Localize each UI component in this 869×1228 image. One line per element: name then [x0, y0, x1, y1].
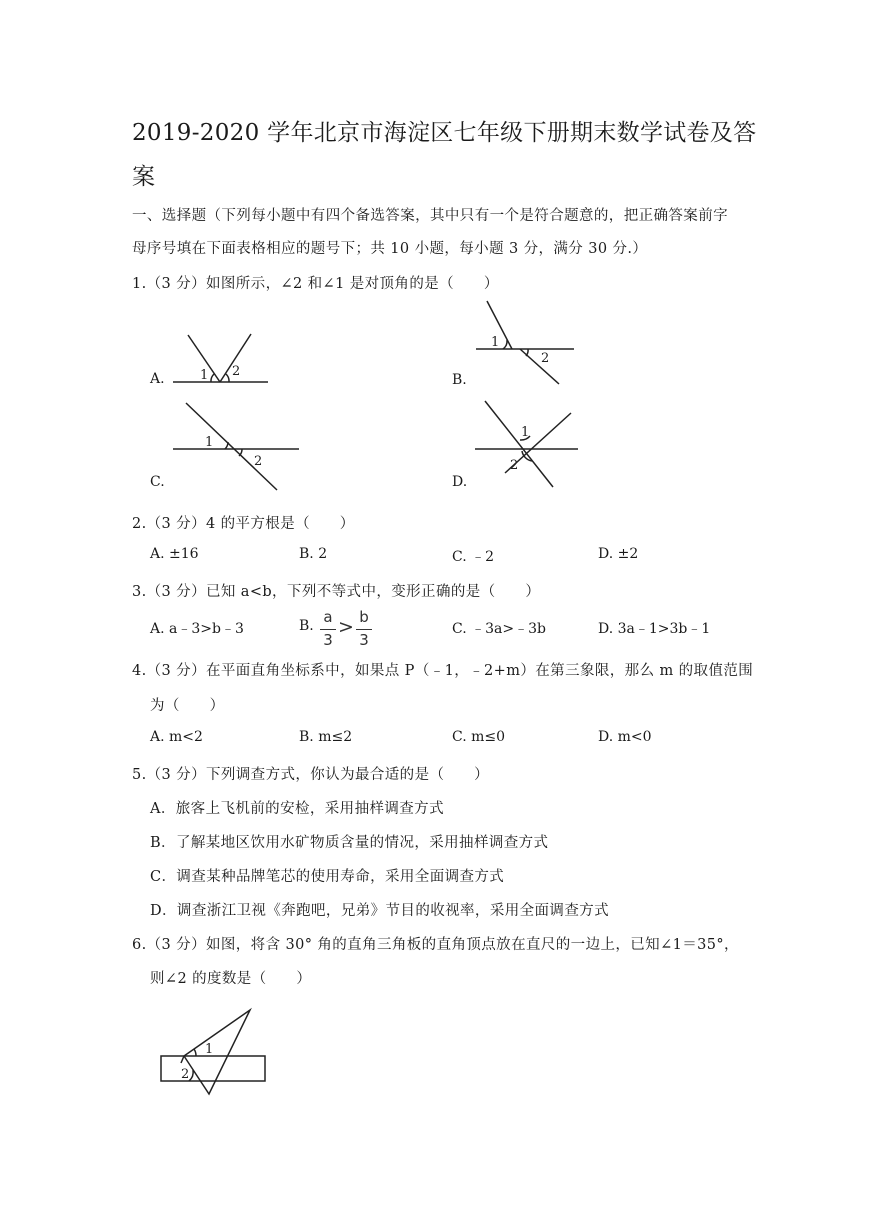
q1d-angle-2-mark: 2 — [510, 458, 519, 473]
q1b-angle-1-mark: 1 — [491, 335, 500, 350]
q3b-numerator-a: a — [323, 608, 333, 626]
q4-option-c: C. m≤0 — [452, 729, 506, 745]
q5-option-a: A．旅客上飞机前的安检，采用抽样调查方式 — [150, 801, 444, 817]
q3-option-a: A. a﹣3>b﹣3 — [150, 621, 244, 637]
q2-option-b: B. 2 — [299, 546, 328, 562]
q1-option-b-label: B. — [452, 372, 467, 388]
q5-option-c: C．调查某种品牌笔芯的使用寿命，采用全面调查方式 — [150, 869, 505, 885]
question-4-stem-line-2: 为（ ） — [150, 698, 225, 714]
document-title-line-1: 2019-2020 学年北京市海淀区七年级下册期末数学试卷及答 — [132, 120, 757, 146]
section-heading-line-1: 一、选择题（下列每小题中有四个备选答案，其中只有一个是符合题意的，把正确答案前字 — [132, 208, 728, 224]
section-heading-line-2: 母序号填在下面表格相应的题号下；共 10 小题，每小题 3 分，满分 30 分.） — [132, 241, 648, 257]
q4-option-b: B. m≤2 — [299, 729, 353, 745]
document-title-line-2: 案 — [132, 164, 156, 190]
q1d-angle-1-mark: 1 — [521, 425, 530, 440]
q4-option-d: D. m<0 — [598, 729, 652, 745]
question-4-stem-line-1: 4.（3 分）在平面直角坐标系中，如果点 P（﹣1，﹣2+m）在第三象限，那么 m 的取值范围 — [132, 663, 754, 679]
q2-option-a: A. ±16 — [150, 546, 199, 562]
q3-option-b-label: B. — [299, 618, 314, 634]
q5-option-d: D．调查浙江卫视《奔跑吧，兄弟》节目的收视率，采用全面调查方式 — [150, 903, 610, 919]
q1-option-d-label: D. — [452, 474, 468, 490]
q6-ruler — [161, 1056, 265, 1081]
q5-option-b: B．了解某地区饮用水矿物质含量的情况，采用抽样调查方式 — [150, 835, 549, 851]
q3b-denominator-2: 3 — [359, 631, 369, 649]
q1-option-a-label: A. — [150, 371, 165, 387]
question-6-stem-line-1: 6.（3 分）如图，将含 30° 角的直角三角板的直角顶点放在直尺的一边上，已知∠1＝35°， — [132, 937, 739, 953]
q6-angle-1-mark: 1 — [205, 1042, 214, 1057]
q3b-denominator-1: 3 — [323, 631, 333, 649]
q1a-angle-1-mark: 1 — [200, 368, 209, 383]
question-1-stem: 1.（3 分）如图所示，∠2 和∠1 是对顶角的是（ ） — [132, 276, 499, 292]
q1b-angle-2-mark: 2 — [541, 351, 550, 366]
q2-option-d: D. ±2 — [598, 546, 639, 562]
question-5-stem: 5.（3 分）下列调查方式，你认为最合适的是（ ） — [132, 767, 490, 783]
q3-option-c: C. ﹣3a>﹣3b — [452, 621, 546, 637]
q1c-angle-1-mark: 1 — [205, 435, 214, 450]
q3-option-d: D. 3a﹣1>3b﹣1 — [598, 621, 711, 637]
q1-option-c-label: C. — [150, 474, 165, 490]
q6-angle-2-mark: 2 — [181, 1067, 190, 1082]
question-3-stem: 3.（3 分）已知 a<b，下列不等式中，变形正确的是（ ） — [132, 584, 541, 600]
question-2-stem: 2.（3 分）4 的平方根是（ ） — [132, 516, 355, 532]
q1a-angle-2-mark: 2 — [232, 364, 241, 379]
q3b-greater-than: > — [338, 616, 354, 638]
q2-option-c: C. ﹣2 — [452, 549, 495, 565]
q4-option-a: A. m<2 — [150, 729, 203, 745]
q1c-angle-2-mark: 2 — [254, 454, 263, 469]
question-6-stem-line-2: 则∠2 的度数是（ ） — [150, 971, 312, 987]
q3b-numerator-b: b — [359, 608, 369, 626]
